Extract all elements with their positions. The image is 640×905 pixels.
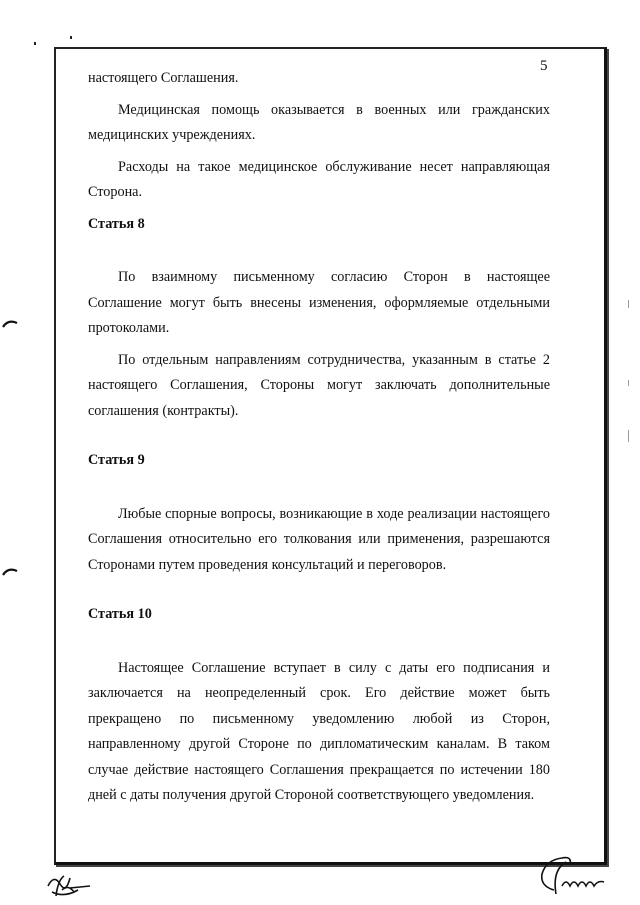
document-body [88,66,550,809]
scan-artifact [628,380,629,386]
signature-right [532,850,608,902]
article-8-heading: Статья 8 [88,215,145,232]
paragraph: Расходы на такое медицинское обслуживание несет направляющая Сторона. [88,158,550,200]
scan-artifact [2,318,18,330]
scan-artifact [70,36,72,39]
scan-artifact [34,42,36,45]
paragraph: Медицинская помощь оказывается в военных или гражданских медицинских учреждениях. [88,101,550,143]
article-9-heading: Статья 9 [88,452,145,468]
scan-artifact [628,430,629,442]
paragraph: Любые спорные вопросы, возникающие в ходе реализации настоящего Соглашения относительно его толкования или применения, разрешаются Сторонами путем проведения консультаций и переговоров. [88,505,550,573]
paragraph: По отдельным направлениям сотрудничества, указанным в статье 2 настоящего Соглашения, Стороны могут заключать дополнительные соглашения (контракты). [88,351,550,419]
paragraph: Настоящее Соглашение вступает в силу с даты его подписания и заключается на неопределенный срок. Его действие может быть прекращено по письменному уведомлению любой из Сторон, направленному другой Стороне по дипломатическим каналам. В таком случае действие настоящего Соглашения прекращается по истечении 180 дней с даты получения другой Стороной соответствующего уведомления. [88,659,550,803]
article-10-heading: Статья 10 [88,606,152,622]
paragraph: По взаимному письменному согласию Сторон в настоящее Соглашение могут быть внесены изменения, оформляемые отдельными протоколами. [88,269,550,336]
signature-left [44,868,94,902]
paragraph: настоящего Соглашения. [88,70,239,86]
page-number: 5 [540,58,548,74]
scan-artifact [2,566,18,578]
scan-artifact [628,300,629,308]
